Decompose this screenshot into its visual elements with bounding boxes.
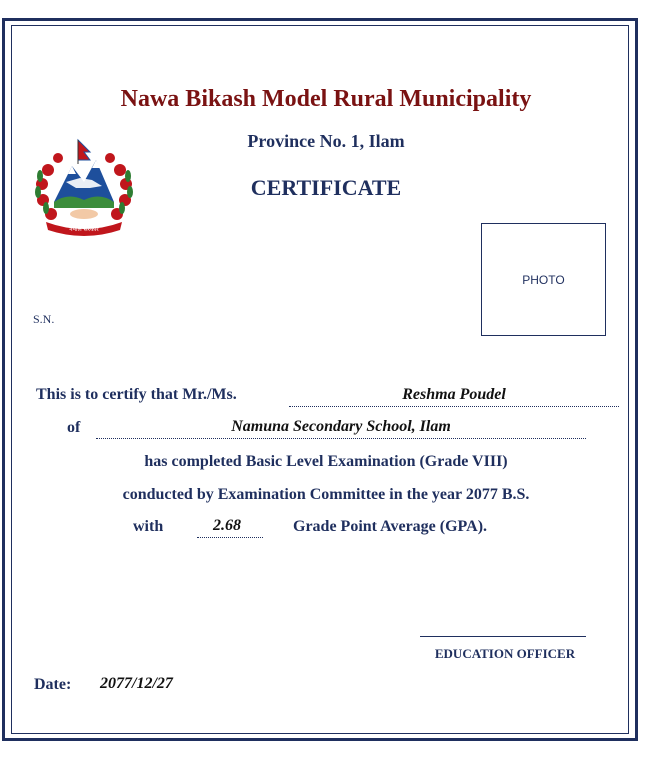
serial-number-label: S.N. [33,312,55,326]
name-underline [289,406,619,407]
photo-label: PHOTO [522,272,565,287]
gpa-underline [197,537,263,538]
signature-line [420,636,586,637]
gpa-value: 2.68 [213,517,241,534]
signatory-title: EDUCATION OFFICER [434,646,576,661]
photo-placeholder [481,223,606,336]
with-label: with [133,518,164,535]
of-label: of [67,419,81,436]
certificate-heading: CERTIFICATE [250,175,402,200]
svg-text:नेपाल सरकार: नेपाल सरकार [69,226,99,233]
certify-label: This is to certify that Mr./Ms. [36,386,237,403]
school-name: Namuna Secondary School, Ilam [231,418,451,435]
municipality-title: Nawa Bikash Model Rural Municipality [120,86,532,112]
date-label: Date: [34,676,72,693]
completed-line: has completed Basic Level Examination (Grade VIII) [144,453,508,470]
student-name: Reshma Poudel [402,386,506,403]
school-underline [96,438,586,439]
province-subtitle: Province No. 1, Ilam [247,131,405,151]
conducted-line: conducted by Examination Committee in the year 2077 B.S. [122,486,530,503]
date-value: 2077/12/27 [100,675,173,692]
gpa-label: Grade Point Average (GPA). [293,518,488,535]
